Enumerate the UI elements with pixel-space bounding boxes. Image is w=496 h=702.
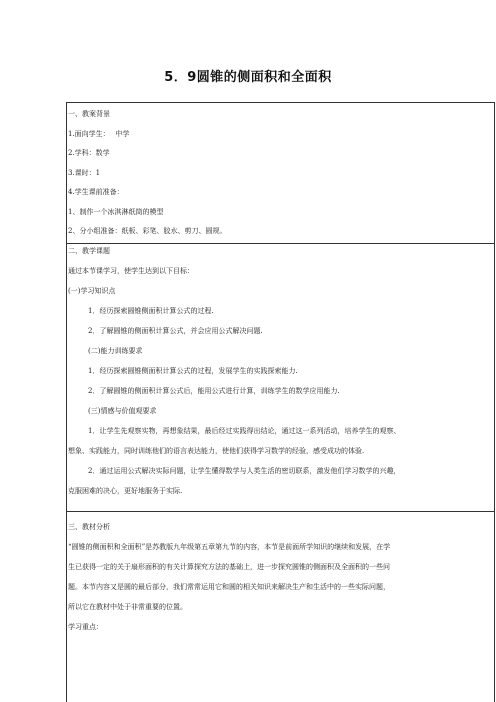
text-line: 所以它在教材中处于非常重要的位置。 — [68, 603, 187, 611]
table-border-top — [66, 102, 495, 103]
table-divider-1 — [66, 243, 495, 244]
subsection-heading: (一)学习知识点 — [68, 287, 116, 295]
text-line: 生已获得一定的关于扇形面积的有关计算探究方法的基础上，进一步探究圆锥的侧面积及全面积的一些问 — [68, 563, 390, 571]
section-heading: 三、教材分析 — [68, 523, 110, 531]
text-line: 1.面向学生： 中学 — [68, 130, 130, 138]
text-line: 2．通过运用公式解决实际问题，让学生懂得数学与人类生活的密切联系，激发他们学习数学的兴趣， — [88, 467, 401, 475]
subsection-heading: (三)情感与价值观要求 — [88, 407, 157, 415]
section-heading: 二、教学课题 — [68, 247, 110, 255]
section-heading: 一、教案背景 — [68, 110, 110, 118]
subsection-heading: (二)能力训练要求 — [88, 347, 143, 355]
page-title: 5．9圆锥的侧面积和全面积 — [164, 70, 332, 85]
text-line: 1．经历探索圆锥侧面积计算公式的过程，发展学生的实践探索能力. — [88, 367, 298, 375]
table-border-right — [494, 102, 495, 702]
text-line: 2．了解圆锥的侧面积计算公式，并会应用公式解决问题. — [88, 327, 263, 335]
text-line: 1．让学生先观察实物，再想象结果，最后经过实践得出结论，通过这一系列活动，培养学生的观察、 — [88, 427, 401, 435]
text-line: 3.课时：1 — [68, 169, 101, 177]
text-line: 2．了解圆锥的侧面积计算公式后，能用公式进行计算，训练学生的数学应用能力. — [88, 387, 340, 395]
text-line: 克服困难的决心，更好地服务于实际. — [68, 487, 183, 495]
text-line: 2、分小组准备：纸板、彩笔、胶水、剪刀、圆规。 — [68, 227, 227, 235]
table-border-left — [66, 102, 67, 702]
text-line: 2.学科：数学 — [68, 149, 110, 157]
text-line: 4.学生课前准备： — [68, 188, 124, 196]
text-line: 想象、实践能力，同时训练他们的语言表达能力，使他们获得学习数学的经验，感受成功的体验. — [68, 447, 365, 455]
table-divider-2 — [66, 511, 495, 512]
text-line: 学习重点： — [68, 623, 103, 631]
text-line: 1．经历探索圆锥侧面积计算公式的过程. — [88, 307, 214, 315]
text-line: “圆锥的侧面积和全面积”是苏教版九年级第五章第九节的内容，本节是前面所学知识的继续和发展，在学 — [68, 543, 391, 551]
text-line: 题。本节内容又是圆的最后部分，我们常常运用它和圆的相关知识来解决生产和生活中的一些实际问题， — [68, 583, 390, 591]
text-line: 1、制作一个冰淇淋纸筒的模型 — [68, 208, 164, 216]
text-line: 通过本节课学习，使学生达到以下目标： — [68, 267, 194, 275]
lesson-plan-table — [66, 102, 494, 702]
